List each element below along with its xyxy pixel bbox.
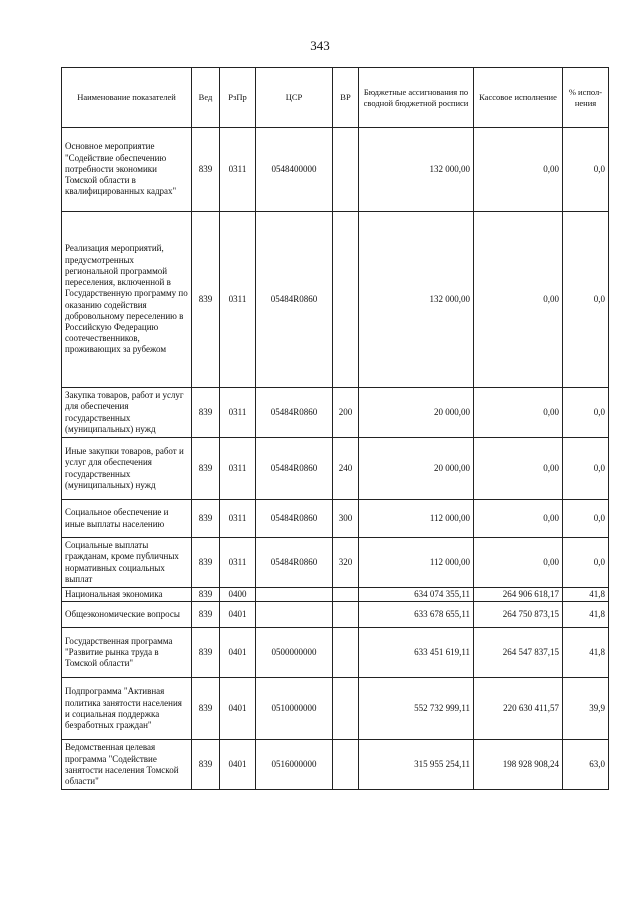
row-csr: 05484R0860 <box>256 438 333 500</box>
table-row <box>62 128 609 212</box>
header-name: Наименование показателей <box>62 68 192 128</box>
row-cash: 0,00 <box>474 128 563 212</box>
row-vr <box>333 602 359 628</box>
row-percent: 0,0 <box>563 212 609 388</box>
row-budget: 633 678 655,11 <box>359 602 474 628</box>
row-csr: 0510000000 <box>256 678 333 740</box>
row-ved: 839 <box>192 212 220 388</box>
row-name: Основное мероприятие "Содействие обеспечению потребности экономики Томской области в квалифицированных кадрах" <box>62 128 192 212</box>
row-csr <box>256 588 333 602</box>
row-rzpr: 0311 <box>220 212 256 388</box>
header-percent: % испол-нения <box>563 68 609 128</box>
row-ved: 839 <box>192 438 220 500</box>
row-csr: 0516000000 <box>256 740 333 790</box>
row-budget: 634 074 355,11 <box>359 588 474 602</box>
table-row <box>62 588 609 602</box>
row-csr: 05484R0860 <box>256 538 333 588</box>
row-budget: 132 000,00 <box>359 128 474 212</box>
header-rzpr: РзПр <box>220 68 256 128</box>
row-ved: 839 <box>192 128 220 212</box>
row-cash: 264 750 873,15 <box>474 602 563 628</box>
row-ved: 839 <box>192 588 220 602</box>
row-budget: 112 000,00 <box>359 500 474 538</box>
row-vr <box>333 588 359 602</box>
row-vr <box>333 678 359 740</box>
row-vr: 300 <box>333 500 359 538</box>
row-vr: 240 <box>333 438 359 500</box>
row-cash: 264 906 618,17 <box>474 588 563 602</box>
table-row <box>62 740 609 790</box>
table-row <box>62 212 609 388</box>
row-percent: 41,8 <box>563 602 609 628</box>
table-row <box>62 678 609 740</box>
row-cash: 0,00 <box>474 500 563 538</box>
row-vr: 200 <box>333 388 359 438</box>
row-percent: 41,8 <box>563 588 609 602</box>
row-budget: 552 732 999,11 <box>359 678 474 740</box>
row-percent: 41,8 <box>563 628 609 678</box>
row-name: Государственная программа "Развитие рынка труда в Томской области" <box>62 628 192 678</box>
row-csr: 0548400000 <box>256 128 333 212</box>
row-name: Социальные выплаты гражданам, кроме публичных нормативных социальных выплат <box>62 538 192 588</box>
table-row <box>62 602 609 628</box>
row-percent: 0,0 <box>563 388 609 438</box>
row-budget: 20 000,00 <box>359 388 474 438</box>
row-rzpr: 0401 <box>220 740 256 790</box>
row-vr <box>333 740 359 790</box>
row-ved: 839 <box>192 500 220 538</box>
row-percent: 39,9 <box>563 678 609 740</box>
row-vr <box>333 212 359 388</box>
row-ved: 839 <box>192 740 220 790</box>
budget-execution-table <box>61 67 609 790</box>
row-budget: 20 000,00 <box>359 438 474 500</box>
row-cash: 0,00 <box>474 538 563 588</box>
table-row <box>62 500 609 538</box>
row-name: Закупка товаров, работ и услуг для обеспечения государственных (муниципальных) нужд <box>62 388 192 438</box>
row-name: Социальное обеспечение и иные выплаты населению <box>62 500 192 538</box>
row-cash: 0,00 <box>474 388 563 438</box>
row-rzpr: 0311 <box>220 128 256 212</box>
row-cash: 0,00 <box>474 438 563 500</box>
row-cash: 264 547 837,15 <box>474 628 563 678</box>
row-cash: 220 630 411,57 <box>474 678 563 740</box>
header-ved: Вед <box>192 68 220 128</box>
row-vr: 320 <box>333 538 359 588</box>
row-rzpr: 0401 <box>220 602 256 628</box>
row-ved: 839 <box>192 678 220 740</box>
row-csr <box>256 602 333 628</box>
row-rzpr: 0311 <box>220 538 256 588</box>
row-percent: 0,0 <box>563 128 609 212</box>
row-name: Ведомственная целевая программа "Содействие занятости населения Томской области" <box>62 740 192 790</box>
row-name: Иные закупки товаров, работ и услуг для обеспечения государственных (муниципальных) нужд <box>62 438 192 500</box>
header-cash: Кассовое исполнение <box>474 68 563 128</box>
row-budget: 633 451 619,11 <box>359 628 474 678</box>
row-csr: 05484R0860 <box>256 388 333 438</box>
table-row <box>62 628 609 678</box>
row-cash: 198 928 908,24 <box>474 740 563 790</box>
row-percent: 0,0 <box>563 438 609 500</box>
table-row <box>62 388 609 438</box>
row-rzpr: 0400 <box>220 588 256 602</box>
row-ved: 839 <box>192 602 220 628</box>
row-vr <box>333 128 359 212</box>
header-budget: Бюджетные ассигнования по сводной бюджетной росписи <box>359 68 474 128</box>
row-ved: 839 <box>192 628 220 678</box>
row-rzpr: 0401 <box>220 628 256 678</box>
row-rzpr: 0401 <box>220 678 256 740</box>
row-name: Подпрограмма "Активная политика занятости населения и социальная поддержка безработных граждан" <box>62 678 192 740</box>
page-number: 343 <box>310 38 330 53</box>
row-csr: 0500000000 <box>256 628 333 678</box>
row-name: Общеэкономические вопросы <box>62 602 192 628</box>
row-rzpr: 0311 <box>220 438 256 500</box>
row-ved: 839 <box>192 388 220 438</box>
table-header-row <box>62 68 609 128</box>
row-rzpr: 0311 <box>220 388 256 438</box>
row-ved: 839 <box>192 538 220 588</box>
header-vr: ВР <box>333 68 359 128</box>
row-name: Национальная экономика <box>62 588 192 602</box>
table-row <box>62 438 609 500</box>
row-name: Реализация мероприятий, предусмотренных региональной программой переселения, включенной в Государственную программу по оказанию содействия добровольному переселению в Российскую Федерацию соотечественников, проживающих за рубежом <box>62 212 192 388</box>
row-percent: 63,0 <box>563 740 609 790</box>
row-cash: 0,00 <box>474 212 563 388</box>
row-vr <box>333 628 359 678</box>
row-rzpr: 0311 <box>220 500 256 538</box>
row-csr: 05484R0860 <box>256 212 333 388</box>
header-csr: ЦСР <box>256 68 333 128</box>
row-budget: 315 955 254,11 <box>359 740 474 790</box>
row-budget: 112 000,00 <box>359 538 474 588</box>
row-percent: 0,0 <box>563 538 609 588</box>
row-percent: 0,0 <box>563 500 609 538</box>
row-csr: 05484R0860 <box>256 500 333 538</box>
table-row <box>62 538 609 588</box>
row-budget: 132 000,00 <box>359 212 474 388</box>
